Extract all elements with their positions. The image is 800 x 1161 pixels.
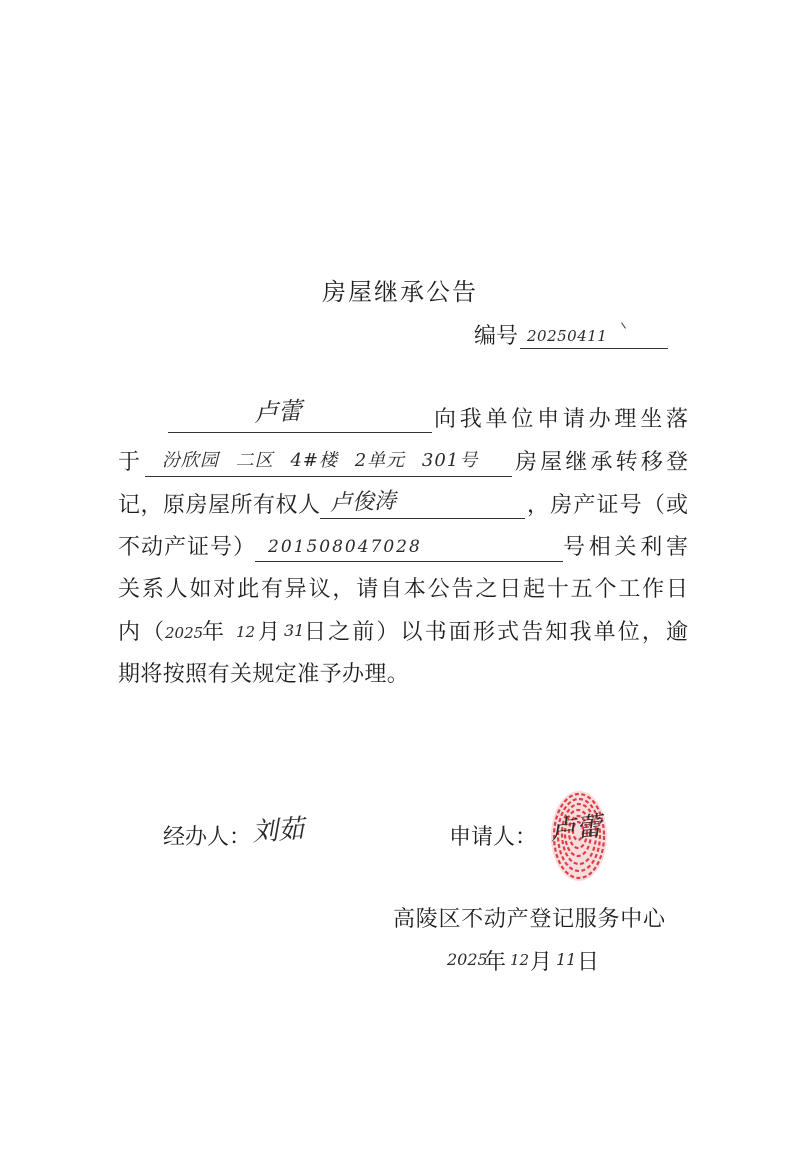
number-value: 20250411 [527,327,608,345]
line6-suffix: 日之前）以书面形式告知我单位，逾 [304,620,688,645]
address-underline [145,476,512,477]
handler-label: 经办人： [163,825,252,850]
issue-month: 12 [510,951,530,969]
line2-prefix: 于 [118,450,141,475]
line6-prefix: 内（ [118,620,164,645]
line3-prefix: 记，原房屋所有权人 [118,493,320,518]
issuing-organization: 高陵区不动产登记服务中心 [393,907,665,932]
pen-mark [621,322,626,328]
issue-day-unit: 日 [577,950,600,975]
deadline-month: 12 [236,623,256,641]
line2-text: 房屋继承转移登 [515,450,688,475]
issue-year-unit: 年 [484,950,507,975]
owner-underline [320,518,525,519]
property-address: 汾欣园 二区 4#楼 2单元 301号 [162,450,479,471]
notice-title: 房屋继承公告 [322,278,476,306]
number-underline [520,348,668,349]
line1-text: 向我单位申请办理坐落 [434,407,688,432]
deadline-year: 2025 [165,624,204,642]
deadline-month-unit: 月 [258,620,281,645]
applicant-signature: 卢蕾 [548,811,604,847]
line4-text: 号相关利害 [563,535,688,560]
certificate-underline [255,561,563,562]
line5-text: 关系人如对此有异议，请自本公告之日起十五个工作日 [118,577,688,602]
deadline-day: 31 [284,621,305,640]
line3-text: ，房产证号（或 [527,493,688,518]
deadline-year-unit: 年 [202,620,225,645]
applicant-underline [168,432,432,433]
issue-year: 2025 [447,950,488,969]
applicant-name: 卢蕾 [253,396,303,428]
issue-month-unit: 月 [530,950,553,975]
certificate-number: 201508047028 [268,537,422,557]
number-label: 编号 [474,324,519,349]
handler-signature: 刘茹 [251,814,305,848]
original-owner-name: 卢俊涛 [329,488,397,517]
line4-prefix: 不动产证号） [118,535,255,560]
issue-day: 11 [556,950,577,969]
line7-text: 期将按照有关规定准予办理。 [118,662,410,687]
applicant-label: 申请人： [449,825,538,850]
